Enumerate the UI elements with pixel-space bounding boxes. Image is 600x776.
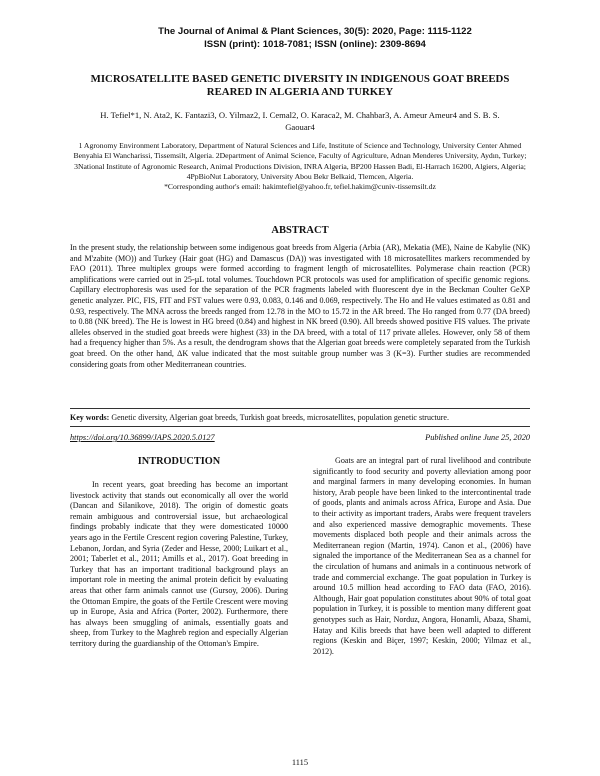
publication-meta <box>70 433 530 442</box>
doi-link[interactable]: https://doi.org/10.36899/JAPS.2020.5.0127 <box>70 433 215 442</box>
keywords-top-rule <box>70 408 530 409</box>
intro-paragraph-2: Goats are an integral part of rural livelihood and contribute significantly to food security and poverty alleviation among poor and marginal farmers in many developing economies. In human history, Arab people have been linked to the intercontinental trade of goods, plants and animals across Africa, Europe and Asia. Due to their activity as important traders, Arabs were frequent travelers and also experienced massive demographic movements. These movements displaced both people and their animals across the Mediterranean region (Martin, 1974). Canon et al., (2006) have signaled the importance of the Mediterranean Sea as a channel for the circulation of humans and animals in a continuous network of trade and commercial exchange. The goat population in Turkey is around 10.5 million head according to FAO data (FAO, 2016). Although, Hair goat population constitutes about 90% of total goat population in Turkey, it is possible to mention many different goat genotypes such as Hair, Norduz, Angora, Honamli, Abaza, Shami, Hatay and Kilis breeds that have been well adapted to different regions (Keskin and Biçer, 1997; Keskin, 2000; Yilmaz et al., 2012). <box>313 456 531 656</box>
published-date: Published online June 25, 2020 <box>425 433 530 442</box>
keywords-line <box>70 412 530 423</box>
author-list: H. Tefiel*1, N. Ata2, K. Fantazi3, O. Yilmaz2, I. Cemal2, O. Karaca2, M. Chahbar3, A. Ameur Ameur4 and S. B. S. Gaouar4 <box>100 110 500 132</box>
introduction-heading: INTRODUCTION <box>137 456 221 467</box>
keywords-label: Key words: <box>70 413 110 422</box>
article-title: MICROSATELLITE BASED GENETIC DIVERSITY IN INDIGENOUS GOAT BREEDS REARED IN ALGERIA AND TURKEY <box>90 73 510 98</box>
abstract-text: In the present study, the relationship between some indigenous goat breeds from Algeria (Arbia (AR), Mekatia (ME), Naine de Kabylie (NK) and M'zabite (MO)) and Turkey (Hair goat (HG) and Damascus (DA)) was investigated with 18 microsatellites markers recommended by FAO (2011). Three multiplex groups were formed according to fragment length of microsatellites. Polymerase chain reaction (PCR) amplifications were carried out in 25-µL total volumes. Touchdown PCR protocols was used for amplification of specific genomic regions. Capillary electrophoresis was used for the separation of the PCR fragments labeled with fluorescent dye in the Beckman Coulter GeXP genetic analyzer. PIC, FIS, FIT and FST values were 0.93, 0.083, 0.146 and 0.069, respectively. The Ho and He values estimated as 0.81 and 0.93, respectively. The MNA across the breeds ranged from 12.78 in the MO to 15.72 in the AR breed. The Ho ranged from 0.77 (DA breed) to 0.88 (NK breed). The He is lowest in HG breed (0.84) and highest in NK breed (0.90). All breeds showed positive FIS values. The private alleles observed in the studied goat breeds were highest (33) in the DA breed, with a total of 117 private alleles. However, only 58 of them had a frequency higher than 5%. As a result, the dendrogram shows that the Algerian goat breeds were completely separated from the Turkish goat breed. On the other hand, ΔK value indicated that the most suitable group number was 3 (K=3). Further studies are recommended considering goats from other Mediterranean countries. <box>70 243 530 369</box>
abstract-heading: ABSTRACT <box>271 225 329 236</box>
intro-left-column <box>70 480 288 650</box>
intro-paragraph-1: In recent years, goat breeding has become an important livestock activity that stands out economically all over the world (Dancan and Silanikove, 2018). The origin of domestic goats remain ambiguous and controversial issue, but archaeological findings probably indicate that they were domesticated 10000 years ago in the Fertile Crescent region covering Palestine, Turkey, Lebanon, Jordan, and Syria (Zeder and Hesse, 2000; Luikart et al., 2001; Taberlet et al., 2011; Amills et al., 2017). Goat breeding in Turkey that has an important traditional background plays an important role in meeting the animal protein deficit by evaluating areas that other farm animals cannot use (Gursoy, 2006). During the Ottoman Empire, the goats of the Fertile Crescent were moving up in Europe, Asia and Africa (Porter, 2002). Furthermore, there has always been smuggling of animals, essentially goats and sheep, from Turkey to the Maghreb region and especially Algerian territory during the guardianship of the Ottoman's Empire. <box>70 480 288 648</box>
journal-citation: The Journal of Animal & Plant Sciences, 30(5): 2020, Page: 1115-1122 <box>158 26 472 37</box>
intro-right-column <box>313 456 531 657</box>
page-number: 1115 <box>291 758 309 767</box>
affiliations <box>72 141 528 192</box>
corresponding-email: *Corresponding author's email: hakimtefiel@yahoo.fr, tefiel.hakim@cuniv-tissemsilt.dz <box>164 182 436 192</box>
affiliation-tlemcen: 4PpBioNut Laboratory, University Abou Bekr Belkaid, Tlemcen, Algeria. <box>186 171 414 181</box>
keywords-value: Genetic diversity, Algerian goat breeds, Turkish goat breeds, microsatellites, population genetic structure. <box>111 413 449 422</box>
keywords-bottom-rule <box>70 426 530 427</box>
affiliation-main: 1 Agronomy Environment Laboratory, Department of Natural Sciences and Life, Institute of Science and Technology, University Center Ahmed Benyahia El Wancharissi, Tissemsilt, Algeria. 2Department of Animal Science, Faculty of Agriculture, Adnan Menderes University, Aydın, Turkey; 3National Institute of Agronomic Research, Animal Productions Division, INRA Algeria, BP200 Hassen Badi, El-Harrach 16200, Algiers, Algeria; <box>73 141 527 171</box>
journal-header <box>150 26 480 51</box>
journal-issn: ISSN (print): 1018-7081; ISSN (online): 2309-8694 <box>204 38 426 50</box>
